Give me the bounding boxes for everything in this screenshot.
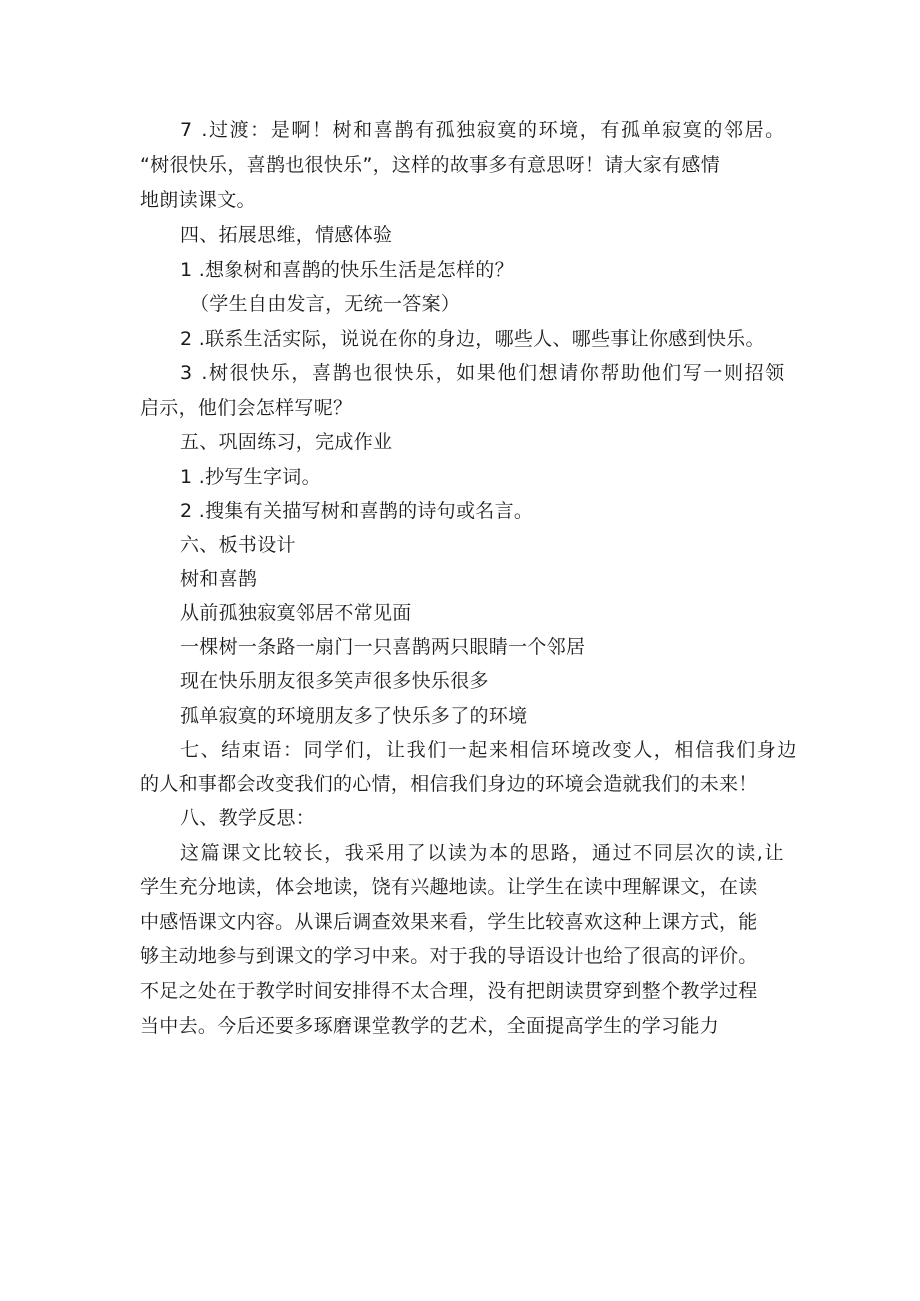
section-heading: 五、巩固练习，完成作业 (180, 431, 393, 453)
paragraph-line: 现在快乐朋友很多笑声很多快乐很多 (180, 670, 489, 692)
section-heading: 四、拓展思维，情感体验 (180, 224, 393, 246)
paragraph-line: 一棵树一条路一扇门一只喜鹊两只眼睛一个邻居 (180, 636, 586, 658)
paragraph-line: 地朗读课文。 (140, 189, 256, 211)
paragraph-line: 这篇课文比较长，我采用了以读为本的思路，通过不同层次的读,让 (180, 842, 786, 864)
paragraph-line: 启示，他们会怎样写呢？ (140, 397, 353, 419)
paragraph-line: （学生自由发言，无统一答案） (190, 293, 461, 315)
paragraph-line: 学生充分地读，体会地读，饶有兴趣地读。让学生在读中理解课文，在读 (140, 876, 758, 898)
paragraph-line: 2 .搜集有关描写树和喜鹊的诗句或名言。 (180, 500, 534, 522)
section-heading: 七、结束语：同学们，让我们一起来相信环境改变人，相信我们身边 (180, 739, 799, 761)
paragraph-line: 树和喜鹊 (180, 568, 258, 590)
paragraph-line: 孤单寂寞的环境朋友多了快乐多了的环境 (180, 705, 528, 727)
paragraph-line: 中感悟课文内容。从课后调查效果来看，学生比较喜欢这种上课方式，能 (140, 911, 758, 933)
paragraph-line: 当中去。今后还要多琢磨课堂教学的艺术，全面提高学生的学习能力 (140, 1015, 720, 1037)
paragraph-line: 7 .过渡：是啊！树和喜鹊有孤独寂寞的环境，有孤单寂寞的邻居。 (180, 119, 786, 141)
paragraph-line: “树很快乐，喜鹊也很快乐”，这样的故事多有意思呀！请大家有感情 (140, 154, 720, 176)
section-heading: 六、板书设计 (180, 534, 296, 556)
paragraph-line: 1 .想象树和喜鹊的快乐生活是怎样的？ (180, 259, 514, 281)
paragraph-line: 3 .树很快乐，喜鹊也很快乐，如果他们想请你帮助他们写一则招领 (180, 362, 786, 384)
paragraph-line: 1 .抄写生字词。 (180, 466, 321, 488)
paragraph-line: 2 .联系生活实际，说说在你的身边，哪些人、哪些事让你感到快乐。 (180, 328, 765, 350)
paragraph-line: 不足之处在于教学时间安排得不太合理，没有把朗读贯穿到整个教学过程 (140, 980, 758, 1002)
paragraph-line: 的人和事都会改变我们的心情，相信我们身边的环境会造就我们的未来！ (140, 773, 758, 795)
paragraph-line: 够主动地参与到课文的学习中来。对于我的导语设计也给了很高的评价。 (140, 945, 758, 967)
section-heading: 八、教学反思： (180, 807, 316, 829)
paragraph-line: 从前孤独寂寞邻居不常见面 (180, 602, 412, 624)
